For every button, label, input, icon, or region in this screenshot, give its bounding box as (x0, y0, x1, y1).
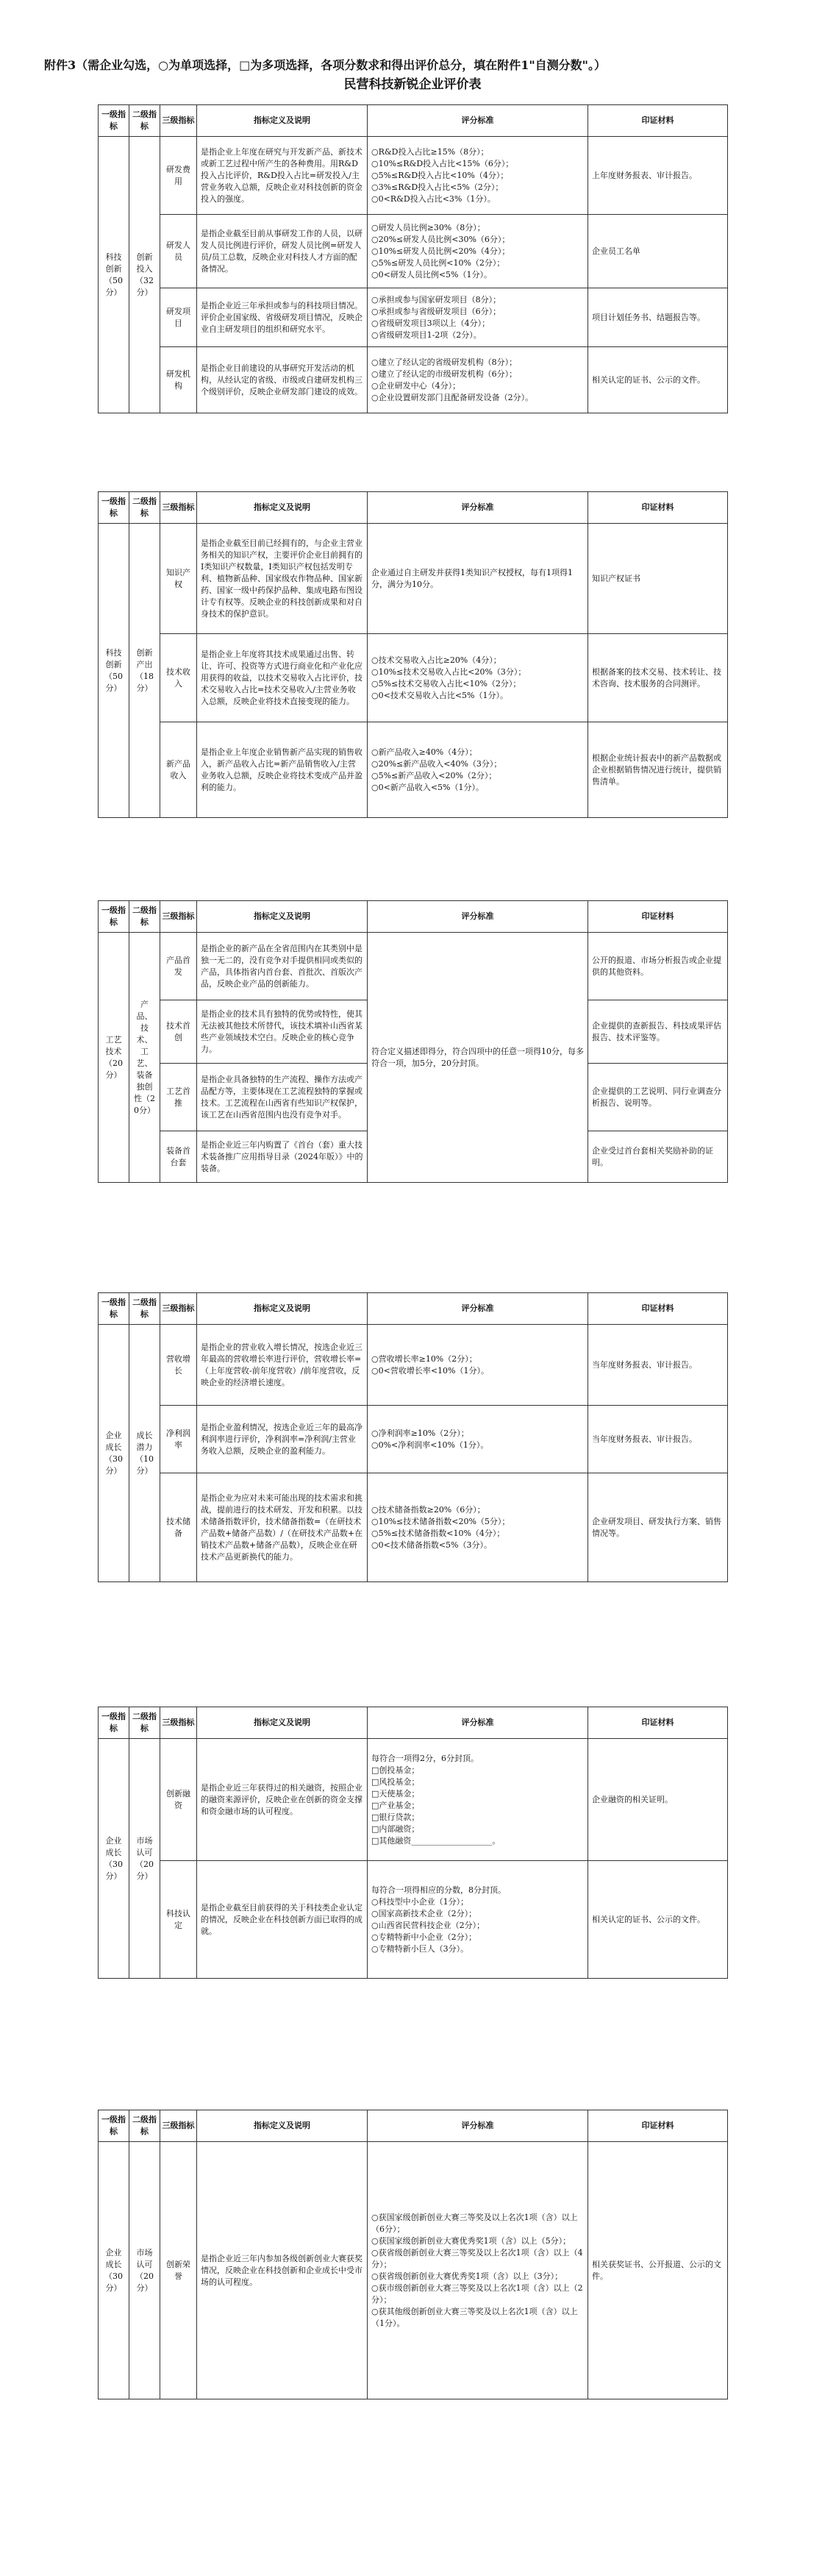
col-header-evidence: 印证材料 (588, 901, 728, 933)
level1-cell: 企业成长（30分） (99, 1325, 129, 1582)
definition-cell: 是指企业的技术具有独特的优势或特性，使其无法被其他技术所替代，该技术填补山西省某些产业领域技术空白。反映企业的核心竞争力。 (197, 1000, 368, 1064)
col-header-level3: 三级指标 (160, 2110, 197, 2142)
attachment-header: 附件3（需企业勾选，○为单项选择，□为多项选择，各项分数求和得出评价总分，填在附件1"自测分数"。） (44, 58, 607, 72)
criteria-option[interactable]: ○10%≤技术交易收入占比<20%（3分）； (371, 666, 526, 677)
criteria-option[interactable]: ○获省级创新创业大赛三等奖及以上名次1项（含）以上（4分）； (371, 2247, 583, 2269)
col-header-level3: 三级指标 (160, 105, 197, 137)
definition-cell: 是指企业近三年内购置了《首台（套）重大技术装备推广应用指导目录（2024年版）》中的装备。 (197, 1131, 368, 1183)
criteria-option[interactable]: ○5%≤新产品收入<20%（2分）； (371, 770, 497, 780)
criteria-option[interactable]: ○山西省民营科技企业（2分）； (371, 1920, 485, 1930)
level3-cell: 新产品收入 (160, 722, 197, 818)
evidence-cell: 企业提供的查新报告、科技成果评估报告、技术评鉴等。 (588, 1000, 728, 1064)
col-header-definition: 指标定义及说明 (197, 1707, 368, 1739)
criteria-text: 每符合一项得相应的分数，8分封顶。 (371, 1885, 506, 1895)
col-header-level2: 二级指标 (129, 1707, 160, 1739)
evidence-cell: 根据企业统计报表中的新产品数据或企业根据销售情况进行统计，提供销售清单。 (588, 722, 728, 818)
criteria-option[interactable]: ○10%≤研发人员比例<20%（4分）； (371, 246, 510, 256)
criteria-option[interactable]: ○新产品收入≥40%（4分）； (371, 747, 477, 757)
definition-cell: 是指企业上年度在研究与开发新产品、新技术或新工艺过程中所产生的各种费用。用R&D投入占比评价，R&D投入占比=研发投入/主营业务收入总额，反映企业对科技创新的资金投入的强度。 (197, 137, 368, 215)
criteria-option[interactable]: ○省级研发项目1-2项（2分）。 (371, 330, 482, 340)
criteria-cell (368, 137, 588, 215)
level3-cell: 技术首创 (160, 1000, 197, 1064)
criteria-option[interactable]: ○专精特新中小企业（2分）； (371, 1932, 477, 1942)
evaluation-table-section-5 (98, 1707, 728, 1979)
criteria-option[interactable]: ○20%≤研发人员比例<30%（6分）； (371, 234, 510, 244)
criteria-option[interactable]: ○5%≤研发人员比例<10%（2分）； (371, 257, 505, 268)
criteria-option[interactable]: ○获国家级创新创业大赛三等奖及以上名次1项（含）以上（6分）； (371, 2212, 578, 2234)
level3-cell: 技术收入 (160, 634, 197, 722)
level3-cell: 研发机构 (160, 347, 197, 413)
criteria-cell (368, 1739, 588, 1861)
evaluation-table-section-3 (98, 900, 728, 1183)
level1-cell: 科技创新（50分） (99, 137, 129, 413)
col-header-level2: 二级指标 (129, 1293, 160, 1325)
criteria-option[interactable]: ○专精特新小巨人（3分）。 (371, 1943, 469, 1954)
evidence-cell: 上年度财务报表、审计报告。 (588, 137, 728, 215)
col-header-definition: 指标定义及说明 (197, 901, 368, 933)
criteria-option[interactable]: ○0%<净利润率<10%（1分）。 (371, 1440, 489, 1450)
col-header-evidence: 印证材料 (588, 1707, 728, 1739)
evidence-cell: 相关认定的证书、公示的文件。 (588, 1861, 728, 1979)
criteria-text: 每符合一项得2分，6分封顶。 (371, 1753, 479, 1763)
criteria-option[interactable]: ○10%≤技术储备指数<20%（5分）； (371, 1516, 510, 1526)
criteria-checkbox[interactable]: □风投基金； (371, 1776, 420, 1787)
criteria-cell (368, 215, 588, 288)
criteria-option[interactable]: ○研发人员比例≥30%（8分）； (371, 222, 485, 232)
col-header-criteria: 评分标准 (368, 1707, 588, 1739)
evaluation-table-section-6 (98, 2110, 728, 2399)
criteria-option[interactable]: ○R&D投入占比≥15%（8分）； (371, 146, 489, 157)
col-header-level3: 三级指标 (160, 492, 197, 524)
criteria-checkbox-other[interactable]: □其他融资____________________。 (371, 1835, 501, 1846)
criteria-option[interactable]: ○净利润率≥10%（2分）； (371, 1428, 469, 1438)
definition-cell: 是指企业为应对未来可能出现的技术需求和挑战，提前进行的技术研发、开发和积累。以技术储备指数评价，技术储备指数=（在研技术产品数+储备产品数）/（在研技术产品数+在销技术产品数+储备产品数），反映企业在研技术产品更新换代的能力。 (197, 1473, 368, 1582)
evidence-cell: 相关获奖证书、公开报道、公示的文件。 (588, 2142, 728, 2399)
col-header-level2: 二级指标 (129, 2110, 160, 2142)
col-header-level1: 一级指标 (99, 901, 129, 933)
level3-cell: 研发项目 (160, 288, 197, 347)
definition-cell: 是指企业近三年内参加各级创新创业大赛获奖情况，反映企业在科技创新和企业成长中受市场的认可程度。 (197, 2142, 368, 2399)
level3-cell: 创新融资 (160, 1739, 197, 1861)
criteria-option[interactable]: ○建立了经认定的省级研发机构（8分）； (371, 357, 518, 367)
criteria-option[interactable]: ○企业设置研发部门且配备研发设备（2分）。 (371, 392, 534, 402)
evidence-cell: 企业受过首台套相关奖励补助的证明。 (588, 1131, 728, 1183)
col-header-level1: 一级指标 (99, 2110, 129, 2142)
definition-cell: 是指企业的新产品在全省范围内在其类别中是独一无二的，没有竞争对手提供相同或类似的产品，具体指省内首台套、首批次、首版次产品，反映企业产品的创新能力。 (197, 933, 368, 1000)
evidence-cell: 企业融资的相关证明。 (588, 1739, 728, 1861)
criteria-option[interactable]: ○建立了经认定的市级研发机构（6分）； (371, 369, 518, 379)
evidence-cell: 企业研发项目、研发执行方案、销售情况等。 (588, 1473, 728, 1582)
evaluation-table-section-4 (98, 1292, 728, 1582)
col-header-criteria: 评分标准 (368, 105, 588, 137)
criteria-option[interactable]: ○企业研发中心（4分）； (371, 380, 461, 391)
criteria-option[interactable]: ○科技型中小企业（1分）； (371, 1896, 469, 1907)
criteria-cell (368, 1406, 588, 1473)
col-header-definition: 指标定义及说明 (197, 2110, 368, 2142)
level1-cell: 企业成长（30分） (99, 2142, 129, 2399)
criteria-option[interactable]: ○国家高新技术企业（2分）； (371, 1908, 477, 1918)
criteria-text: 企业通过自主研发并获得1类知识产权授权，每有1项得1分，满分为10分。 (371, 567, 573, 589)
evidence-cell: 当年度财务报表、审计报告。 (588, 1325, 728, 1406)
col-header-criteria: 评分标准 (368, 901, 588, 933)
criteria-cell (368, 1325, 588, 1406)
criteria-option[interactable]: ○技术交易收入占比≥20%（4分）； (371, 655, 501, 665)
definition-cell: 是指企业近三年承担或参与的科技项目情况。评价企业国家级、省级研发项目情况，反映企业自主研发项目的组织和研究水平。 (197, 288, 368, 347)
col-header-level3: 三级指标 (160, 1293, 197, 1325)
definition-cell: 是指企业截至目前从事研发工作的人员，以研发人员比例进行评价，研发人员比例=研发人员/员工总数，反映企业对科技人才方面的配备情况。 (197, 215, 368, 288)
criteria-option[interactable]: ○0<研发人员比例<5%（1分）。 (371, 269, 492, 280)
criteria-cell (368, 634, 588, 722)
level1-cell: 科技创新（50分） (99, 524, 129, 818)
criteria-option[interactable]: ○5%≤技术储备指数<10%（4分）； (371, 1528, 505, 1538)
criteria-cell (368, 288, 588, 347)
col-header-level1: 一级指标 (99, 492, 129, 524)
evidence-cell: 企业提供的工艺说明、同行业调查分析报告、说明等。 (588, 1064, 728, 1131)
level2-cell: 成长潜力（10分） (129, 1325, 160, 1582)
criteria-checkbox[interactable]: □产业基金； (371, 1800, 420, 1810)
level2-cell: 创新产出（18分） (129, 524, 160, 818)
level3-cell: 营收增长 (160, 1325, 197, 1406)
criteria-checkbox[interactable]: □银行贷款； (371, 1812, 420, 1822)
criteria-option[interactable]: ○0<技术储备指数<5%（3分）。 (371, 1540, 492, 1550)
col-header-level2: 二级指标 (129, 105, 160, 137)
page-title: 民营科技新锐企业评价表 (343, 77, 482, 92)
criteria-checkbox[interactable]: □内部融资； (371, 1824, 420, 1834)
criteria-checkbox[interactable]: □创投基金； (371, 1765, 420, 1775)
col-header-level3: 三级指标 (160, 1707, 197, 1739)
criteria-cell (368, 347, 588, 413)
criteria-option[interactable]: ○营收增长率≥10%（2分）； (371, 1353, 477, 1364)
definition-cell: 是指企业上年度将其技术成果通过出售、转让、许可、投资等方式进行商业化和产业化应用获得的收益，以技术交易收入占比评价，技术交易收入占比=技术交易收入/主营业务收入总额，反映企业将技术直接变现的能力。 (197, 634, 368, 722)
criteria-cell (368, 1861, 588, 1979)
level3-cell: 知识产权 (160, 524, 197, 634)
criteria-option[interactable]: ○0<R&D投入占比<3%（1分）。 (371, 193, 496, 204)
definition-cell: 是指企业具备独特的生产流程、操作方法或产品配方等，主要体现在工艺流程独特的掌握或技术。工艺流程在山西省有些知识产权保护，该工艺在山西省范围内也没有竞争对手。 (197, 1064, 368, 1131)
col-header-evidence: 印证材料 (588, 105, 728, 137)
criteria-option[interactable]: ○承担或参与国家研发项目（8分）； (371, 294, 501, 305)
criteria-option[interactable]: ○省级研发项目3项以上（4分）； (371, 318, 490, 328)
col-header-evidence: 印证材料 (588, 1293, 728, 1325)
definition-cell: 是指企业盈利情况，按选企业近三年的最高净利润率进行评价，净利润率=净利润/主营业务收入总额，反映企业的盈利能力。 (197, 1406, 368, 1473)
level3-cell: 工艺首推 (160, 1064, 197, 1131)
col-header-level1: 一级指标 (99, 1707, 129, 1739)
level3-cell: 研发人员 (160, 215, 197, 288)
level3-cell: 技术储备 (160, 1473, 197, 1582)
criteria-cell (368, 2142, 588, 2399)
evidence-cell: 企业员工名单 (588, 215, 728, 288)
criteria-option[interactable]: ○获省级创新创业大赛优秀奖1项（含）以上（3分）； (371, 2271, 563, 2281)
level3-cell: 装备首台套 (160, 1131, 197, 1183)
criteria-cell-merged: 符合定义描述即得分，符合四项中的任意一项得10分，每多符合一项，加5分，20分封顶。 (368, 933, 588, 1183)
evidence-cell: 当年度财务报表、审计报告。 (588, 1406, 728, 1473)
col-header-criteria: 评分标准 (368, 2110, 588, 2142)
criteria-option[interactable]: ○获其他级创新创业大赛三等奖及以上名次1项（含）以上（1分）。 (371, 2306, 578, 2328)
criteria-option[interactable]: ○3%≤R&D投入占比<5%（2分）； (371, 182, 504, 192)
criteria-option[interactable]: ○0<新产品收入<5%（1分）。 (371, 782, 484, 792)
level1-cell: 企业成长（30分） (99, 1739, 129, 1979)
evidence-cell: 知识产权证书 (588, 524, 728, 634)
criteria-option[interactable]: ○0<技术交易收入占比<5%（1分）。 (371, 690, 508, 700)
col-header-level3: 三级指标 (160, 901, 197, 933)
criteria-option[interactable]: ○技术储备指数≥20%（6分）； (371, 1504, 485, 1515)
col-header-definition: 指标定义及说明 (197, 1293, 368, 1325)
definition-cell: 是指企业截至目前获得的关于科技类企业认定的情况，反映企业在科技创新方面已取得的成就。 (197, 1861, 368, 1979)
level3-cell: 净利润率 (160, 1406, 197, 1473)
definition-cell: 是指企业上年度企业销售新产品实现的销售收入，新产品收入占比=新产品销售收入/主营业务收入总额，反映企业将技术变成产品并盈利的能力。 (197, 722, 368, 818)
col-header-criteria: 评分标准 (368, 1293, 588, 1325)
level2-cell: 市场认可（20分） (129, 2142, 160, 2399)
criteria-option[interactable]: ○20%≤新产品收入<40%（3分）； (371, 758, 502, 769)
evaluation-table-section-2 (98, 491, 728, 818)
col-header-definition: 指标定义及说明 (197, 492, 368, 524)
level3-cell: 研发费用 (160, 137, 197, 215)
level3-cell: 创新荣誉 (160, 2142, 197, 2399)
col-header-level1: 一级指标 (99, 105, 129, 137)
definition-cell: 是指企业近三年获得过的相关融资，按照企业的融资来源评价，反映企业在创新的资金支撑和资金融市场的认可程度。 (197, 1739, 368, 1861)
level2-cell: 产品、技术、工艺、装备独创性（20分） (129, 933, 160, 1183)
level2-cell: 创新投入（32分） (129, 137, 160, 413)
definition-cell: 是指企业目前建设的从事研究开发活动的机构，从经认定的省级、市级或自建研发机构三个级别评价，反映企业研发部门建设的成效。 (197, 347, 368, 413)
level2-cell: 市场认可（20分） (129, 1739, 160, 1979)
definition-cell: 是指企业的营业收入增长情况，按选企业近三年最高的营收增长率进行评价，营收增长率=（上年度营收-前年度营收）/前年度营收，反映企业的经济增长速度。 (197, 1325, 368, 1406)
criteria-checkbox[interactable]: □天使基金； (371, 1788, 420, 1798)
criteria-cell (368, 722, 588, 818)
evidence-cell: 项目计划任务书、结题报告等。 (588, 288, 728, 347)
criteria-option[interactable]: ○0<营收增长率<10%（1分）。 (371, 1365, 489, 1376)
evaluation-table-section-1 (98, 104, 728, 413)
criteria-option[interactable]: ○5%≤R&D投入占比<10%（4分）； (371, 170, 509, 180)
col-header-level2: 二级指标 (129, 492, 160, 524)
criteria-cell (368, 524, 588, 634)
col-header-level1: 一级指标 (99, 1293, 129, 1325)
col-header-level2: 二级指标 (129, 901, 160, 933)
evidence-cell: 根据备案的技术交易、技术转让、技术咨询、技术服务的合同测评。 (588, 634, 728, 722)
col-header-criteria: 评分标准 (368, 492, 588, 524)
criteria-option[interactable]: ○10%≤R&D投入占比<15%（6分）； (371, 158, 514, 168)
level3-cell: 科技认定 (160, 1861, 197, 1979)
criteria-option[interactable]: ○获国家级创新创业大赛优秀奖1项（含）以上（5分）； (371, 2235, 571, 2246)
col-header-evidence: 印证材料 (588, 492, 728, 524)
level3-cell: 产品首发 (160, 933, 197, 1000)
level1-cell: 工艺技术（20分） (99, 933, 129, 1183)
definition-cell: 是指企业截至目前已经拥有的，与企业主营业务相关的知识产权，主要评价企业目前拥有的I类知识产权数量，I类知识产权包括发明专利、植物新品种、国家级农作物品种、国家新药、国家一级中药保护品种、集成电路布图设计专有权等。反映企业的科技创新成果和对自身技术的保护意识。 (197, 524, 368, 634)
criteria-option[interactable]: ○获市级创新创业大赛三等奖及以上名次1项（含）以上（2分）； (371, 2283, 583, 2305)
evidence-cell: 相关认定的证书、公示的文件。 (588, 347, 728, 413)
criteria-option[interactable]: ○承担或参与省级研发项目（6分）； (371, 306, 501, 316)
evidence-cell: 公开的报道、市场分析报告或企业提供的其他资料。 (588, 933, 728, 1000)
col-header-definition: 指标定义及说明 (197, 105, 368, 137)
criteria-option[interactable]: ○5%≤技术交易收入占比<10%（2分）； (371, 678, 521, 689)
criteria-cell (368, 1473, 588, 1582)
col-header-evidence: 印证材料 (588, 2110, 728, 2142)
